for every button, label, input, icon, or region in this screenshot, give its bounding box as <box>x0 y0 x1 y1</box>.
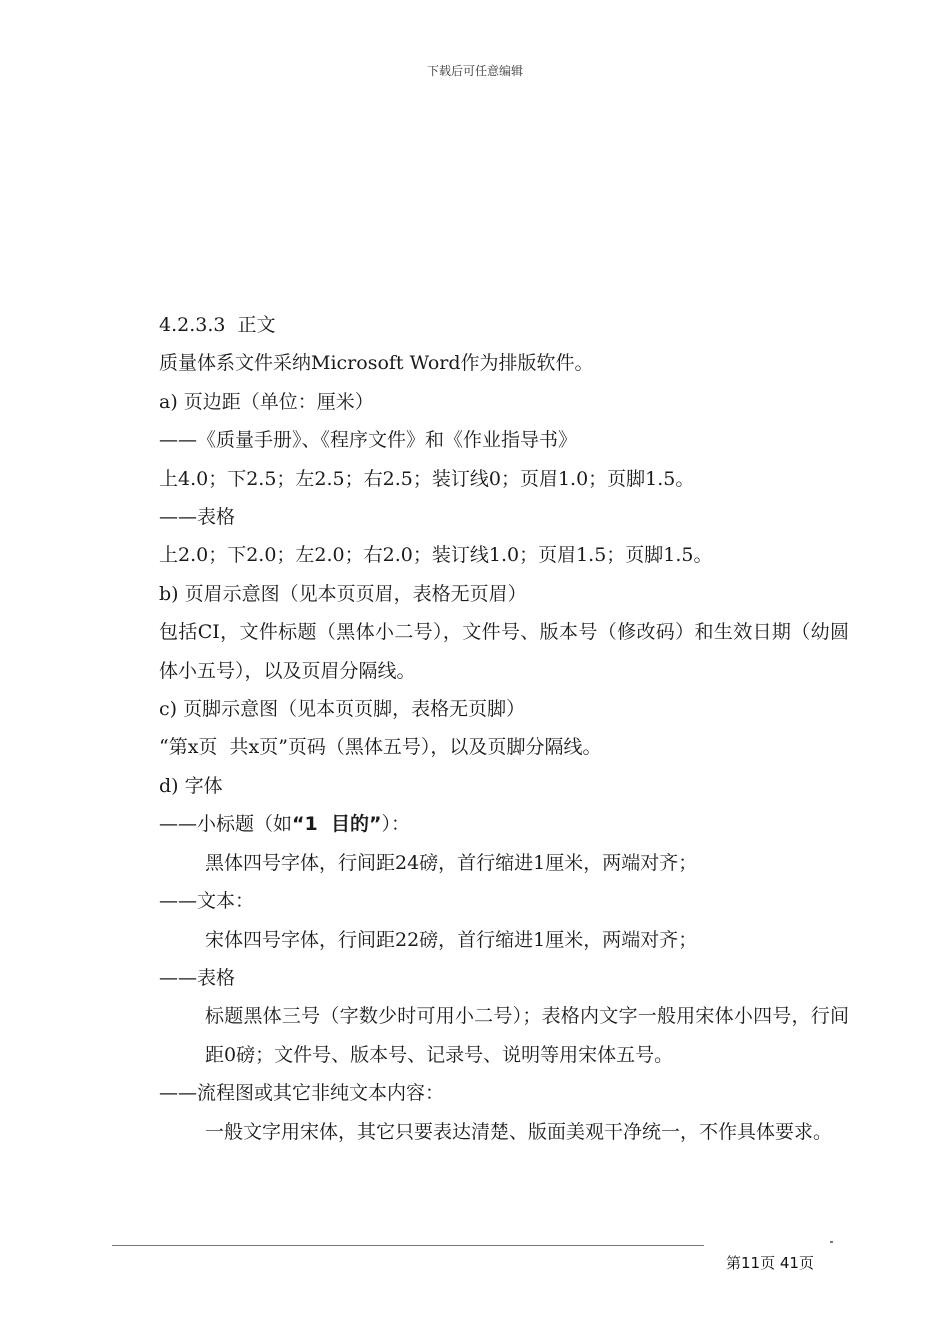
item-a-sub2-values: 上2.0；下2.0；左2.0；右2.0；装订线1.0；页眉1.5；页脚1.5。 <box>159 544 713 567</box>
item-a-title: a) 页边距（单位：厘米） <box>159 390 374 413</box>
item-d-sub1-prefix: ——小标题（如 <box>159 813 293 836</box>
item-d-sub1-text: 黑体四号字体，行间距24磅，首行缩进1厘米，两端对齐； <box>205 851 698 874</box>
item-d-sub4: ——流程图或其它非纯文本内容： <box>159 1082 445 1105</box>
page-number: 第11页 41页 <box>726 1254 814 1272</box>
item-a-sub2: ——表格 <box>159 506 236 529</box>
item-d-sub4-text: 一般文字用宋体，其它只要表达清楚、版面美观干净统一，不作具体要求。 <box>205 1120 833 1143</box>
intro-paragraph: 质量体系文件采纳Microsoft Word作为排版软件。 <box>159 352 594 375</box>
item-d-title: d) 字体 <box>159 774 223 797</box>
item-d-sub2-text: 宋体四号字体，行间距22磅，首行缩进1厘米，两端对齐； <box>205 928 698 951</box>
item-d-sub1-suffix: ）： <box>381 813 410 836</box>
section-heading: 4.2.3.3 正文 <box>159 314 276 336</box>
item-a-sub1: ——《质量手册》、《程序文件》和《作业指导书》 <box>159 429 578 452</box>
item-d-sub1-example: “1 目的” <box>292 813 382 836</box>
item-d-sub2: ——文本： <box>159 890 255 913</box>
item-c-title: c) 页脚示意图（见本页页脚，表格无页脚） <box>159 698 526 721</box>
item-b-text: 包括CI，文件标题（黑体小二号），文件号、版本号（修改码）和生效日期（幼圆体小五号），以及页眉分隔线。 <box>159 621 849 682</box>
item-b-title: b) 页眉示意图（见本页页眉，表格无页眉） <box>159 582 527 605</box>
item-d-sub3: ——表格 <box>159 966 236 989</box>
footer-separator-mark <box>830 1241 833 1243</box>
item-c-text: “第x页 共x页”页码（黑体五号），以及页脚分隔线。 <box>159 736 602 759</box>
footer-separator-line <box>112 1245 704 1246</box>
document-body <box>159 306 849 1151</box>
item-d-sub3-text: 标题黑体三号（字数少时可用小二号）；表格内文字一般用宋体小四号，行间距0磅；文件号、版本号、记录号、说明等用宋体五号。 <box>205 1005 849 1066</box>
item-a-sub1-values: 上4.0；下2.5；左2.5；右2.5；装订线0；页眉1.0；页脚1.5。 <box>159 467 695 490</box>
item-d-sub1 <box>159 805 849 843</box>
page-header: 下载后可任意编辑 <box>426 64 523 78</box>
